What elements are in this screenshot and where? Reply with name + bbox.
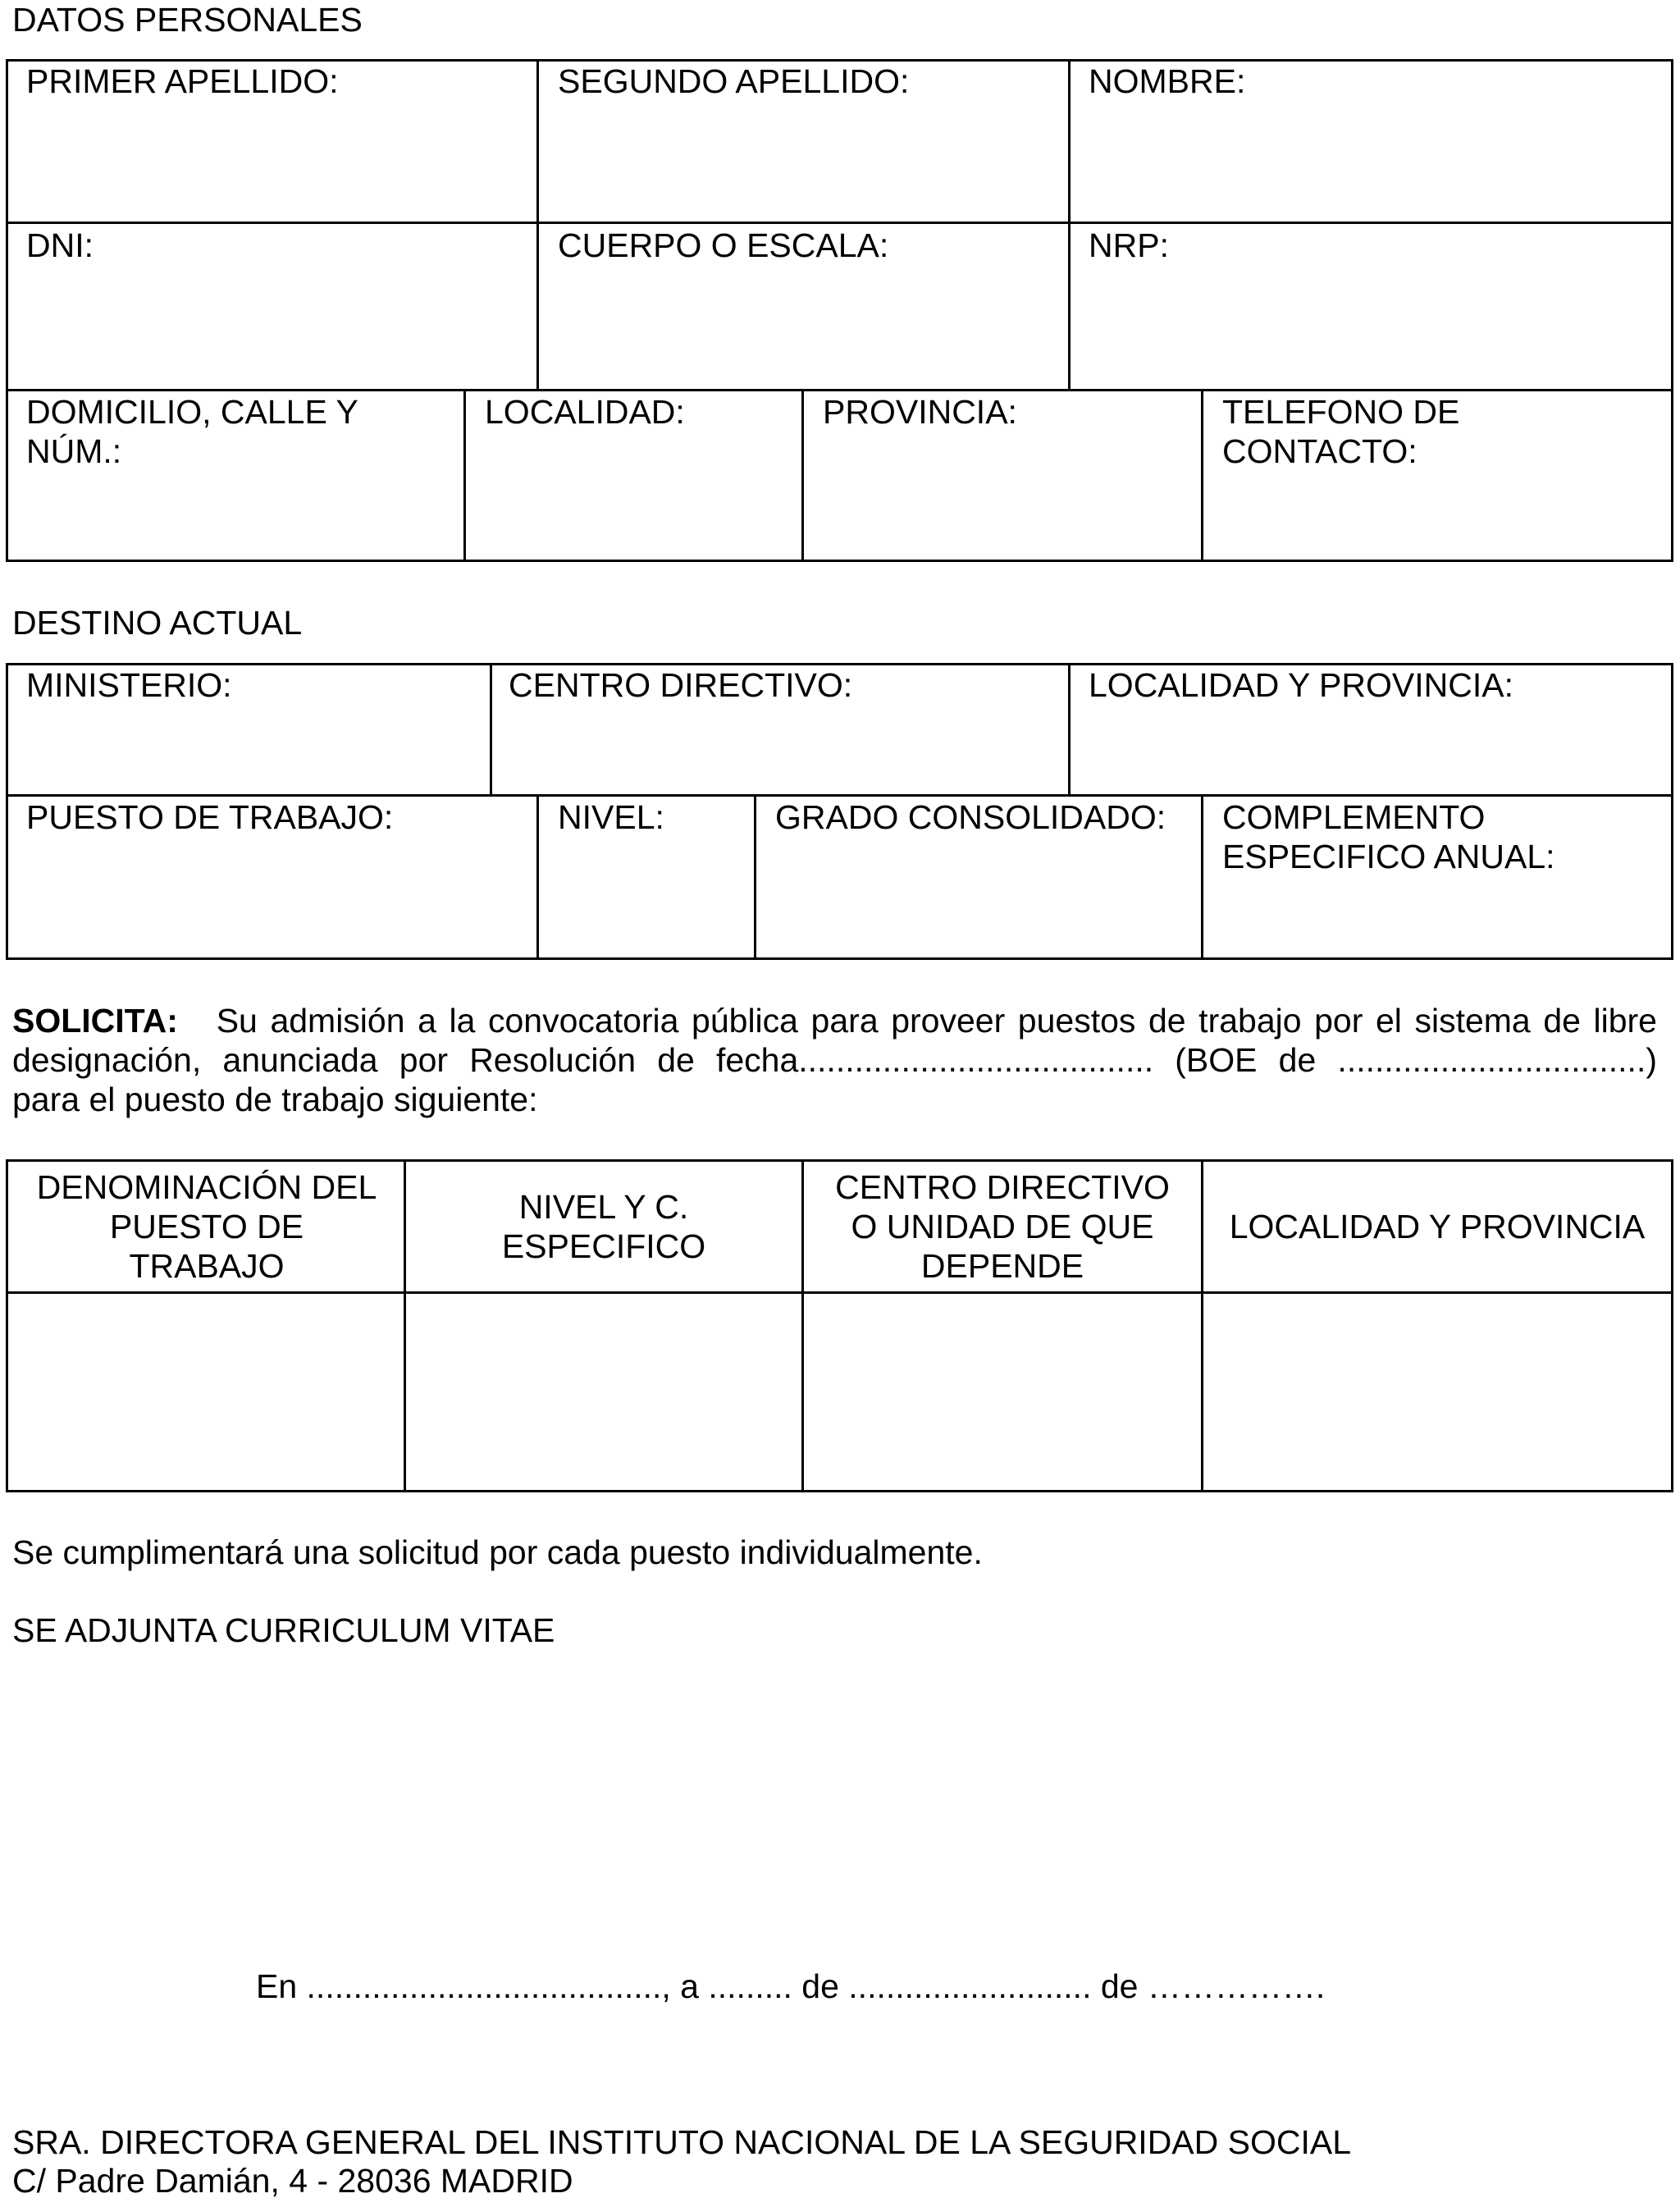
row-divider <box>6 794 1673 797</box>
solicita-label: SOLICITA: <box>12 1002 178 1040</box>
note-una-solicitud: Se cumplimentará una solicitud por cada puesto individualmente. <box>12 1533 983 1571</box>
column-divider <box>1201 794 1203 960</box>
column-divider <box>1068 59 1071 389</box>
field-label-nrp: NRP: <box>1089 226 1169 264</box>
column-header-nivel <box>406 1162 801 1291</box>
column-divider <box>754 794 756 960</box>
column-divider <box>536 59 539 389</box>
field-label-complemento-especifico: COMPLEMENTO ESPECIFICO ANUAL: <box>1222 798 1555 875</box>
place-date-line: En ......................................, a ......... de .......................... de ……………. <box>256 1967 1326 2005</box>
column-divider <box>490 663 492 794</box>
note-curriculum: SE ADJUNTA CURRICULUM VITAE <box>12 1611 555 1649</box>
solicita-line-2: designación, anunciada por Resolución de fecha...................................... (BOE de .................................) <box>12 1041 1657 1079</box>
section-heading-destino-actual: DESTINO ACTUAL <box>12 604 303 642</box>
field-label-primer-apellido: PRIMER APELLIDO: <box>26 62 339 100</box>
field-label-nivel: NIVEL: <box>558 798 664 836</box>
addressee-line-1: SRA. DIRECTORA GENERAL DEL INSTITUTO NACIONAL DE LA SEGURIDAD SOCIAL <box>12 2123 1352 2161</box>
solicita-line-3: para el puesto de trabajo siguiente: <box>12 1081 538 1118</box>
field-label-dni: DNI: <box>26 226 94 264</box>
field-label-puesto-trabajo: PUESTO DE TRABAJO: <box>26 798 394 836</box>
field-label-centro-directivo: CENTRO DIRECTIVO: <box>509 666 853 704</box>
datos-personales-table <box>6 59 1673 562</box>
column-header-localidad-provincia <box>1203 1162 1671 1291</box>
row-divider <box>6 389 1673 391</box>
column-divider <box>536 794 539 960</box>
field-label-cuerpo-escala: CUERPO O ESCALA: <box>558 226 889 264</box>
solicita-text-1: Su admisión a la convocatoria pública para proveer puestos de trabajo por el sistema de libre <box>216 1002 1657 1040</box>
field-label-domicilio: DOMICILIO, CALLE Y NÚM.: <box>26 393 358 470</box>
column-divider <box>1068 663 1071 794</box>
row-divider <box>6 222 1673 224</box>
field-label-ministerio: MINISTERIO: <box>26 666 232 704</box>
header-divider <box>6 1291 1673 1294</box>
field-label-grado-consolidado: GRADO CONSOLIDADO: <box>775 798 1166 836</box>
field-label-segundo-apellido: SEGUNDO APELLIDO: <box>558 62 910 100</box>
column-divider <box>801 389 804 562</box>
field-label-localidad: LOCALIDAD: <box>485 393 685 431</box>
solicita-line-1 <box>12 1001 1657 1040</box>
column-header-text: NIVEL Y C. ESPECIFICO <box>501 1188 706 1265</box>
column-header-denominacion <box>10 1162 404 1291</box>
field-label-localidad-provincia: LOCALIDAD Y PROVINCIA: <box>1089 666 1513 704</box>
field-label-provincia: PROVINCIA: <box>823 393 1017 431</box>
field-label-telefono: TELEFONO DE CONTACTO: <box>1222 393 1460 470</box>
addressee-line-2: C/ Padre Damián, 4 - 28036 MADRID <box>12 2162 573 2200</box>
column-divider <box>1201 389 1203 562</box>
column-divider <box>463 389 466 562</box>
column-header-text: DENOMINACIÓN DEL PUESTO DE TRABAJO <box>36 1168 377 1285</box>
column-header-text: CENTRO DIRECTIVO O UNIDAD DE QUE DEPENDE <box>835 1168 1170 1285</box>
field-label-nombre: NOMBRE: <box>1089 62 1246 100</box>
column-header-centro-directivo <box>804 1162 1201 1291</box>
section-heading-datos-personales: DATOS PERSONALES <box>12 1 363 39</box>
column-header-text: LOCALIDAD Y PROVINCIA <box>1229 1208 1646 1245</box>
